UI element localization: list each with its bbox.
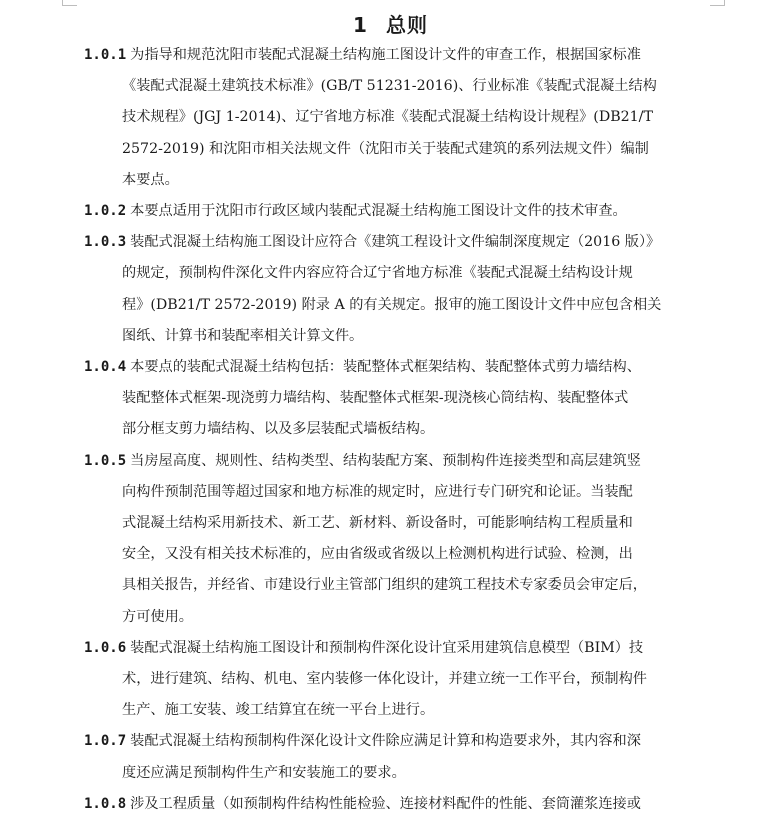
clause-text-line: 部分框支剪力墙结构、以及多层装配式墙板结构。: [122, 421, 435, 438]
clause-text-line: 本要点。: [122, 171, 179, 188]
clause-text-line: 为指导和规范沈阳市装配式混凝土结构施工图设计文件的审查工作，根据国家标准: [130, 47, 641, 63]
chapter-number: 1: [353, 13, 368, 37]
clause-text-line: 装配式混凝土结构施工图设计和预制构件深化设计宜采用建筑信息模型（BIM）技: [130, 639, 644, 656]
clause-1-0-2: [84, 196, 712, 227]
clause-text-line: 本要点的装配式混凝土结构包括：装配整体式框架结构、装配整体式剪力墙结构、: [130, 359, 641, 376]
clause-number: 1.0.1: [84, 47, 127, 63]
clause-text-line: 具相关报告，并经省、市建设行业主管部门组织的建筑工程技术专家委员会审定后，: [122, 577, 647, 594]
clause-text-line: 装配式混凝土结构施工图设计应符合《建筑工程设计文件编制深度规定（2016 版）》: [130, 234, 661, 251]
clause-1-0-3: [84, 227, 712, 352]
clause-number: 1.0.8: [84, 795, 127, 812]
clause-text-line: 图纸、计算书和装配率相关计算文件。: [122, 327, 364, 344]
clause-1-0-8: [84, 789, 712, 820]
clause-list: [84, 40, 712, 820]
clause-text-line: 装配整体式框架-现浇剪力墙结构、装配整体式框架-现浇核心筒结构、装配整体式: [122, 390, 629, 407]
clause-text-line: 《装配式混凝土建筑技术标准》(GB/T 51231-2016)、行业标准《装配式混凝土结构: [122, 78, 657, 95]
clause-1-0-6: [84, 633, 712, 727]
clause-number: 1.0.2: [84, 203, 127, 220]
page-corner-mark-left: [62, 0, 77, 6]
clause-number: 1.0.5: [84, 452, 127, 469]
clause-text-line: 向构件预制范围等超过国家和地方标准的规定时，应进行专门研究和论证。当装配: [122, 483, 633, 500]
clause-1-0-7: [84, 726, 712, 788]
clause-1-0-5: [84, 446, 712, 633]
clause-text-line: 程》(DB21/T 2572-2019) 附录 A 的有关规定。报审的施工图设计文件中应包含相关: [122, 296, 662, 313]
clause-1-0-1: [84, 40, 712, 196]
clause-text-line: 方可使用。: [122, 608, 193, 625]
page-corner-mark-right: [710, 0, 725, 6]
clause-text-line: 式混凝土结构采用新技术、新工艺、新材料、新设备时，可能影响结构工程质量和: [122, 515, 633, 532]
clause-text-line: 生产、施工安装、竣工结算宜在统一平台上进行。: [122, 702, 435, 719]
clause-text-line: 2572-2019) 和沈阳市相关法规文件（沈阳市关于装配式建筑的系列法规文件）编制: [122, 140, 649, 157]
clause-text-line: 装配式混凝土结构预制构件深化设计文件除应满足计算和构造要求外，其内容和深: [130, 733, 641, 750]
clause-number: 1.0.4: [84, 359, 127, 376]
clause-text-line: 涉及工程质量（如预制构件结构性能检验、连接材料配件的性能、套筒灌浆连接或: [130, 795, 641, 812]
chapter-heading: 总则: [385, 13, 428, 37]
clause-text-line: 的规定，预制构件深化文件内容应符合辽宁省地方标准《装配式混凝土结构设计规: [122, 265, 633, 282]
clause-text-line: 技术规程》(JGJ 1-2014)、辽宁省地方标准《装配式混凝土结构设计规程》(DB21/T: [122, 109, 653, 126]
clause-text-line: 当房屋高度、规则性、结构类型、结构装配方案、预制构件连接类型和高层建筑竖: [130, 452, 641, 469]
clause-text-line: 安全，又没有相关技术标准的，应由省级或省级以上检测机构进行试验、检测，出: [122, 546, 633, 563]
clause-number: 1.0.7: [84, 733, 127, 750]
clause-number: 1.0.6: [84, 639, 127, 656]
clause-text-line: 本要点适用于沈阳市行政区域内装配式混凝土结构施工图设计文件的技术审查。: [130, 203, 627, 220]
clause-text-line: 度还应满足预制构件生产和安装施工的要求。: [122, 764, 406, 781]
clause-1-0-4: [84, 352, 712, 446]
chapter-title: [0, 9, 781, 38]
clause-text-line: 术，进行建筑、结构、机电、室内装修一体化设计，并建立统一工作平台，预制构件: [122, 671, 647, 688]
clause-number: 1.0.3: [84, 234, 127, 251]
